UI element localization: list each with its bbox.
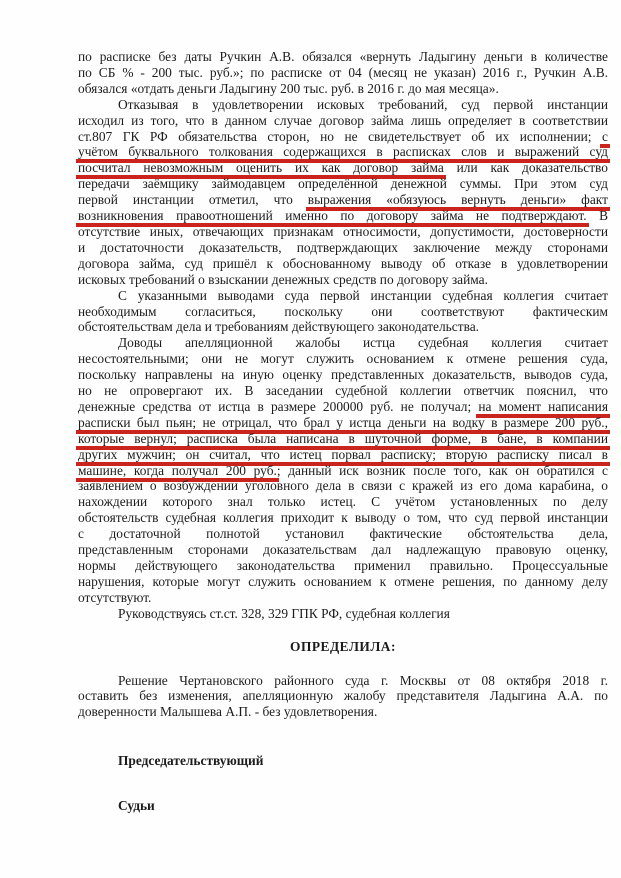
text-line (78, 192, 608, 208)
text-segment: первой инстанции отметил, что (78, 192, 308, 208)
text-line (78, 431, 608, 447)
text-segment: или как доказательство (443, 160, 608, 176)
text-segment: передачи заёмщику займодавцем определённой денежной суммы. При этом суд (78, 176, 608, 192)
text-line (78, 383, 608, 399)
text-line (78, 367, 608, 383)
text-line (78, 606, 608, 622)
text-line (78, 590, 608, 606)
red-underlined-text: выражения «обязуюсь вернуть деньги» факт (306, 192, 610, 211)
red-underlined-text: других мужчин; он считал, что истец порвал расписку; вторую расписку писал в (76, 447, 610, 466)
document-body-text (78, 49, 608, 622)
red-underlined-text: которые вернул; расписка была написана в шуточной форме, в бане, в компании (76, 431, 610, 450)
text-segment: по расписке без даты Ручкин А.В. обязался «вернуть Ладыгину деньги в количестве (78, 49, 608, 64)
text-segment: исходил из того, что в данном случае договор займа лишь определяет в соответствии (78, 112, 608, 128)
text-line (78, 272, 608, 288)
text-segment: отсутствуют. (78, 589, 152, 605)
text-segment: договора займа, суд пришёл к обоснованному выводу об отказе в удовлетворении (78, 255, 608, 271)
text-line (78, 81, 608, 97)
text-segment: денежные средства от истца в размере 200000 руб. не получал; (78, 398, 479, 414)
text-segment: исковых требований о взыскании денежных средств по договору займа. (78, 271, 488, 287)
resolution-heading: ОПРЕДЕЛИЛА: (290, 638, 396, 654)
text-segment: обязался «отдать деньги Ладыгину 200 тыс. руб. в 2016 г. до мая месяца». (78, 80, 499, 96)
text-line (78, 97, 608, 113)
text-line (78, 288, 608, 304)
resolution-paragraph (78, 673, 608, 721)
text-line (78, 351, 608, 367)
red-underlined-text: расписки был пьян; не отрицал, что брал у истца деньги на водку в размере 200 руб., (76, 415, 610, 434)
text-line (78, 704, 608, 720)
red-underlined-text: на момент написания (476, 399, 610, 418)
text-line (78, 319, 608, 335)
text-segment: и достаточности доказательств, подтверждающих заключение между сторонами (78, 239, 608, 255)
text-line (78, 335, 608, 351)
text-line (78, 256, 608, 272)
text-segment: с достаточной полнотой установил фактические обстоятельства дела, (78, 526, 608, 542)
text-line (78, 176, 608, 192)
text-line (78, 558, 608, 574)
text-segment: обстоятельствам дела и требованиям действующего законодательства. (78, 319, 480, 335)
text-line (78, 304, 608, 320)
text-line (78, 688, 608, 704)
text-segment: поскольку направлены на иную оценку представленных доказательств, выводов суда, (78, 367, 608, 383)
text-line (78, 224, 608, 240)
text-segment: необходимым согласиться, поскольку они соответствуют фактическим (78, 303, 608, 319)
text-line (78, 49, 608, 65)
text-line (78, 415, 608, 431)
text-line (78, 463, 608, 479)
signature-label-presiding-judge: Председательствующий (118, 753, 264, 769)
text-line (78, 673, 608, 689)
text-segment: оставить без изменения, апелляционную жалобу представителя Ладыгина А.А. по (78, 688, 608, 704)
red-underlined-text: возникновения правоотношений именно по договору займа не подтверждают. (76, 208, 589, 227)
red-underlined-text: с (600, 129, 610, 148)
red-underlined-text: машине, когда получал 200 руб. (76, 463, 279, 482)
text-segment: Решение Чертановского районного суда г. Москвы от 08 октября 2018 г. (118, 672, 608, 688)
signature-label-judges: Судьи (118, 798, 155, 814)
text-segment: нарушения, которые могут служить основанием к отмене решения, по данному делу (78, 573, 608, 589)
text-segment: Руководствуясь ст.ст. 328, 329 ГПК РФ, судебная коллегия (118, 605, 450, 621)
text-segment: представленным сторонами доказательствам дал надлежащую правовую оценку, (78, 542, 608, 558)
text-line (78, 113, 608, 129)
text-segment: но не опровергают их. В заседании судебной коллегии ответчик пояснил, что (78, 383, 608, 399)
text-segment: доверенности Малышева А.П. - без удовлетворения. (78, 704, 378, 720)
text-segment: нахождении которого знал только истец. С учётом установленных по делу (78, 494, 608, 510)
red-underlined-text: учётом буквального толкования содержащихся в расписках слов и выражений суд (76, 144, 610, 163)
text-segment: ст.807 ГК РФ обязательства сторон, но не свидетельствует об их исполнении; (78, 128, 603, 144)
text-segment: обстоятельств судебная коллегия приходит к выводу о том, что суд первой инстанции (78, 510, 608, 526)
text-line (78, 447, 608, 463)
text-line (78, 240, 608, 256)
text-line (78, 478, 608, 494)
text-line (78, 542, 608, 558)
text-segment: С указанными выводами суда первой инстанции судебная коллегия считает (118, 287, 608, 303)
text-segment: В (586, 208, 608, 224)
text-line (78, 208, 608, 224)
text-line (78, 494, 608, 510)
red-underlined-text: посчитал невозможным оценить их как договор займа (76, 160, 446, 179)
text-segment: несостоятельными; они не могут служить основанием к отмене решения суда, (78, 351, 608, 367)
text-line (78, 526, 608, 542)
text-line (78, 144, 608, 160)
text-line (78, 574, 608, 590)
text-line (78, 160, 608, 176)
text-segment: Отказывая в удовлетворении исковых требований, суд первой инстанции (118, 96, 608, 112)
text-segment: Доводы апелляционной жалобы истца судебная коллегия считает (118, 335, 608, 351)
text-segment: заявлением о возбуждении уголовного дела в связи с кражей из его дома карабина, о (78, 478, 608, 494)
text-line (78, 129, 608, 145)
text-segment: отсутствие иных, отвечающих признакам относимости, допустимости, достоверности (78, 223, 608, 239)
text-line (78, 399, 608, 415)
text-segment: по СБ % - 200 тыс. руб.»; по расписке от 04 (месяц не указан) 2016 г., Ручкин А.В. (78, 64, 608, 80)
text-segment: ; данный иск возник после того, как он обратился с (276, 462, 609, 478)
text-segment: нормы действующего законодательства применил правильно. Процессуальные (78, 558, 608, 573)
text-line (78, 510, 608, 526)
text-line (78, 65, 608, 81)
